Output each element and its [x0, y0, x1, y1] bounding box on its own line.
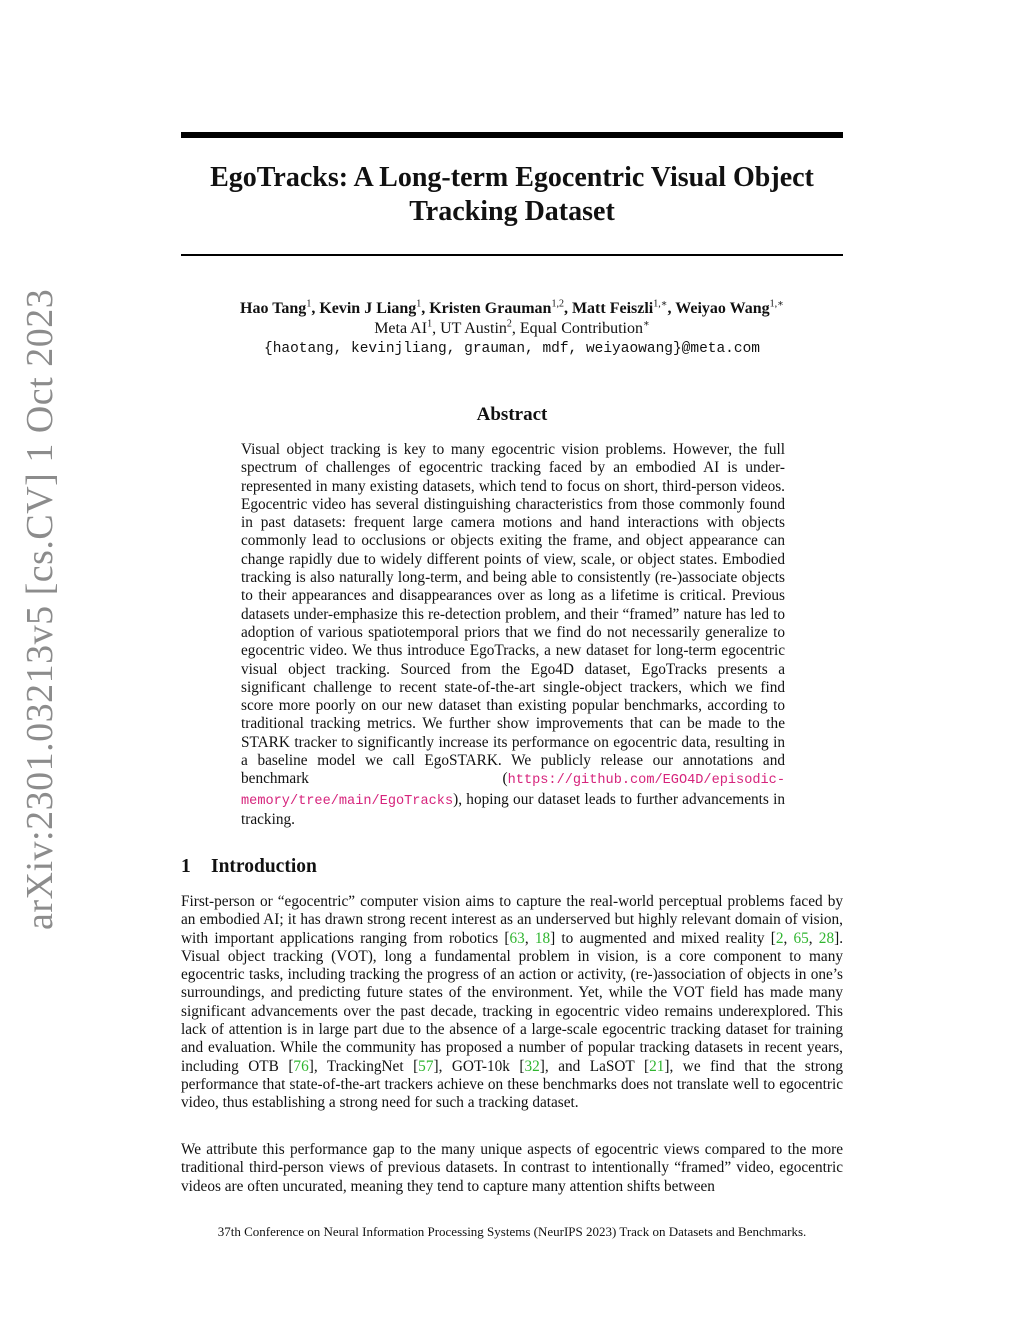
paper-title: [181, 161, 843, 229]
author-name: Kevin J Liang: [319, 300, 417, 317]
citation-link[interactable]: 28: [818, 929, 835, 947]
author-affiliation-mark: 1,2: [551, 298, 564, 310]
citation-link[interactable]: 57: [418, 1057, 434, 1075]
title-top-rule: [181, 132, 843, 138]
author-name: Weiyao Wang: [675, 300, 770, 317]
paragraph-text: ]. Visual object tracking (VOT), long a fundamental problem in vision, is a core component to many egocentric tasks, including tracking the progress of an action or activity, (re-)association of objects in one’s surroundings, and predicting future states of the environment. Yet, while the VOT field has made many significant advancements over the past decade, tracking in egocentric video remains underexplored. This lack of attention is in large part due to the absence of a large-scale egocentric tracking dataset for training and evaluation. While the community has proposed a number of popular tracking datasets in recent years, including OTB [: [181, 929, 844, 1075]
paragraph-text: ,: [808, 929, 819, 947]
separator: ,: [667, 300, 676, 317]
paragraph-text: ,: [783, 929, 794, 947]
affiliation: Meta AI: [374, 320, 428, 337]
citation-link[interactable]: 76: [293, 1057, 309, 1075]
author-name: Kristen Grauman: [429, 300, 552, 317]
author-affiliation-mark: 1,∗: [653, 298, 668, 310]
author-names: [181, 299, 843, 319]
title-line-2: Tracking Dataset: [409, 196, 615, 227]
title-bottom-rule: [181, 254, 843, 256]
arxiv-identifier: arXiv:2301.03213v5 [cs.CV] 1 Oct 2023: [19, 288, 61, 930]
author-affiliation-mark: 1,∗: [769, 298, 784, 310]
paragraph-text: ], we find that the strong performance that state-of-the-art trackers achieve on these benchmarks does not translate well to egocentric video, thus establishing a strong need for such a tracking dataset.: [181, 1057, 844, 1112]
author-block: [181, 299, 843, 359]
section-heading: [181, 856, 317, 878]
separator: ,: [432, 320, 441, 337]
title-line-1: EgoTracks: A Long-term Egocentric Visual Object: [210, 162, 814, 193]
affiliation-mark: ∗: [643, 318, 650, 330]
abstract-heading: Abstract: [476, 404, 548, 425]
paragraph-text: ] to augmented and mixed reality [: [550, 929, 776, 947]
paragraph-text: ], and LaSOT [: [539, 1057, 650, 1075]
separator: ,: [563, 300, 572, 317]
separator: ,: [421, 300, 430, 317]
affiliation-mark: 2: [506, 318, 512, 330]
affiliation: UT Austin: [440, 320, 507, 337]
author-affiliation-mark: 1: [306, 298, 312, 310]
citation-link[interactable]: 65: [793, 929, 809, 947]
conference-footer: 37th Conference on Neural Information Processing Systems (NeurIPS 2023) Track on Datasets and Benchmarks.: [217, 1224, 807, 1239]
paragraph-text: ], TrackingNet [: [308, 1057, 419, 1075]
affiliations: [181, 319, 843, 339]
section-title: Introduction: [211, 856, 317, 877]
separator: ,: [311, 300, 320, 317]
abstract-body: [241, 441, 785, 829]
author-name: Hao Tang: [240, 300, 307, 317]
paragraph-text: First-person or “egocentric” computer vision aims to capture the real-world perceptual problems faced by an embodied AI; it has drawn strong recent interest as an underserved but highly relevant domain of vision, with important applications ranging from robotics [: [181, 893, 843, 947]
author-affiliation-mark: 1: [416, 298, 422, 310]
abstract-text: Visual object tracking is key to many egocentric vision problems. However, the full spectrum of challenges of egocentric tracking faced by an embodied AI is under-represented in many existing datasets, which tend to focus on short, third-person videos. Egocentric video has several distinguishing characteristics from those commonly found in past datasets: frequent large camera motions and hand interactions with objects commonly lead to occlusions or objects exiting the frame, and object appearance can change rapidly due to widely different points of view, scale, or object states. Embodied tracking is also naturally long-term, and being able to consistently (re-)associate objects to their appearances and disappearances over as long as a lifetime is critical. Previous datasets under-emphasize this re-detection problem, and their “framed” nature has led to adoption of various spatiotemporal priors that we find do not necessarily generalize to egocentric video. We thus introduce EgoTracks, a new dataset for long-term egocentric visual object tracking. Sourced from the Ego4D dataset, EgoTracks presents a significant challenge to recent state-of-the-art single-object trackers, which we find score more poorly on our new dataset than existing popular benchmarks, according to traditional tracking metrics. We further show improvements that can be made to the STARK tracker to significantly increase its performance on egocentric data, resulting in a baseline model we call EgoSTARK. We publicly release our annotations and benchmark (: [241, 441, 785, 788]
author-emails[interactable]: {haotang, kevinjliang, grauman, mdf, weiyaowang}@meta.com: [264, 341, 760, 357]
paragraph-text: ,: [524, 929, 535, 947]
citation-link[interactable]: 63: [509, 929, 525, 947]
repository-link[interactable]: https://github.com/EGO4D/episodic-memory/tree/main/EgoTracks: [241, 773, 785, 809]
author-name: Matt Feiszli: [571, 300, 654, 317]
citation-link[interactable]: 2: [775, 929, 784, 947]
affiliation: Equal Contribution: [519, 320, 643, 337]
citation-link[interactable]: 32: [524, 1057, 540, 1075]
abstract-text-end: ), hoping our dataset leads to further advancements in tracking.: [241, 790, 785, 828]
intro-paragraph-2: We attribute this performance gap to the many unique aspects of egocentric views compared to the more traditional third-person views of previous datasets. In contrast to intentionally “framed” video, egocentric videos are often uncurated, meaning they tend to capture many attention shifts between: [181, 1141, 843, 1195]
section-number: 1: [181, 856, 191, 877]
paragraph-text: ], GOT-10k [: [433, 1057, 525, 1075]
intro-paragraph-1: [181, 893, 843, 1113]
citation-link[interactable]: 21: [649, 1057, 665, 1075]
separator: ,: [511, 320, 520, 337]
citation-link[interactable]: 18: [534, 929, 551, 947]
affiliation-mark: 1: [427, 318, 433, 330]
